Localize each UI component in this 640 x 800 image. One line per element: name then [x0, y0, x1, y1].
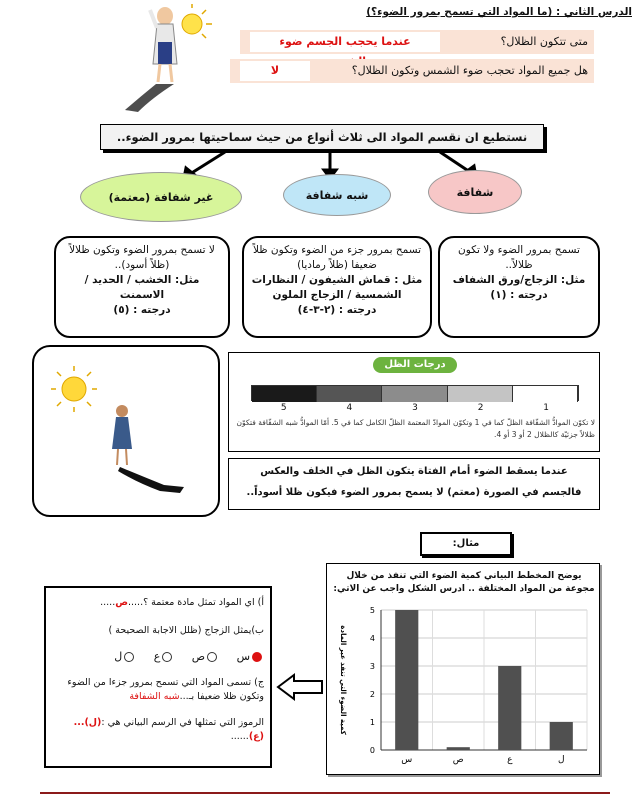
y-tick-label: 3: [369, 662, 375, 671]
y-axis-label: كمية الضوء التي تنفذ عبر المادة: [339, 625, 347, 735]
degree-text: درجته : (٢-٣-٤): [297, 304, 377, 316]
question-d-suffix: ......: [230, 731, 249, 742]
question-b: ب)يمثل الزجاج (ظلل الاجابة الصحيحة ): [108, 625, 264, 636]
sun-girl-frame: [32, 345, 220, 517]
option-radio-lam[interactable]: [124, 652, 134, 662]
chart-title: يوضح المخطط البياني كمية الضوء التي تنفذ من خلال مجوعة من المواد المختلفة .. ادرس الشكل واجب عن الاتي:: [333, 571, 595, 594]
question-b-options: [52, 650, 264, 664]
x-tick-label: ص: [452, 755, 464, 765]
answer-text: لا: [240, 61, 310, 81]
note-line-1: عندما يسقط الضوء أمام الفتاة يتكون الظل في الخلف والعكس: [260, 466, 568, 477]
y-tick-label: 0: [369, 746, 375, 755]
shadow-scale-cell: [252, 386, 317, 402]
shadow-scale-cell: [382, 386, 447, 402]
example-text: مثل: الخشب / الحديد / الاسمنت: [84, 274, 200, 301]
option-radio-ain[interactable]: [162, 652, 172, 662]
question-d-answer: (ل)...(ع): [73, 717, 264, 742]
shadow-scale-cell: [513, 386, 578, 402]
question-c: [52, 676, 264, 704]
page-title: الدرس الثاني : (ما المواد التي تسمح بمرور الضوء؟): [366, 6, 632, 18]
degree-text: درجته : (١): [490, 289, 548, 301]
category-label: غير شفافة (معتمة): [108, 190, 214, 204]
questions-panel: [44, 586, 272, 768]
y-tick-label: 4: [369, 634, 375, 643]
category-transparent: [428, 170, 522, 214]
shadow-scale-number: 4: [346, 403, 353, 413]
classification-banner: نستطيع ان نقسم المواد الى ثلاث أنواع من حيث سماحيتها بمرور الضوء..: [100, 124, 544, 150]
shadow-scale-cell: [317, 386, 382, 402]
degree-text: درجته : (٥): [113, 304, 171, 316]
left-arrow-icon: [276, 672, 326, 702]
question-c-text: ج) تسمى المواد التي تسمح بمرور جزءا من الضوء وتكون ظلا ضعيفا بـ...: [67, 677, 264, 702]
category-translucent: [283, 174, 391, 216]
example-text: مثل : قماش الشيفون / النظارات الشمسية / الزجاج الملون: [251, 274, 423, 301]
qa-row-1: [240, 30, 594, 54]
translucent-description: [242, 236, 432, 338]
option-radio-sad[interactable]: [207, 652, 217, 662]
y-tick-label: 1: [369, 718, 375, 727]
option-label: ع: [153, 650, 161, 663]
category-opaque: [80, 172, 242, 222]
shadow-scale-panel: [228, 352, 600, 452]
x-tick-label: س: [401, 755, 413, 765]
question-d-text: الرموز التي تمثلها في الرسم البياني هي :: [101, 717, 264, 728]
category-label: شفافة: [456, 185, 494, 199]
question-a-suffix: .....: [100, 597, 116, 608]
option-label: ص: [191, 650, 206, 663]
shadow-scale-header: درجات الظل: [373, 357, 457, 373]
bar-0: [395, 610, 418, 750]
x-tick-label: ل: [557, 755, 565, 765]
light-chart: [326, 563, 600, 775]
qa-row-2: [230, 59, 594, 83]
x-tick-label: ع: [507, 755, 513, 765]
question-c-answer: شبه الشفافة: [129, 691, 180, 702]
chart-svg: [327, 600, 599, 774]
description-text: تسمح بمرور جزء من الضوء وتكون ظلاً ضعيفا (ظلاً رماديا): [252, 244, 422, 271]
shadow-scale-number: 2: [477, 403, 484, 413]
y-tick-label: 5: [369, 606, 375, 615]
question-a-answer: ص: [115, 597, 128, 608]
shadow-scale-numbers: [251, 403, 579, 413]
bottom-rule: [40, 792, 610, 794]
shadow-scale-cell: [448, 386, 513, 402]
description-text: تسمح بمرور الضوء ولا تكون ظلالاً..: [458, 244, 580, 271]
bar-2: [498, 666, 521, 750]
shadow-scale-number: 1: [543, 403, 550, 413]
question-text: هل جميع المواد تحجب ضوء الشمس وتكون الظلال؟: [351, 64, 588, 77]
sun-girl-illustration: [34, 347, 218, 515]
shadow-scale-number: 5: [280, 403, 287, 413]
category-label: شبه شفافة: [305, 188, 369, 202]
question-text: متى تتكون الظلال؟: [500, 35, 588, 48]
shadow-scale-number: 3: [412, 403, 418, 413]
note-line-2: فالجسم في الصورة (معتم) لا يسمح بمرور الضوء فيكون ظلا أسوداً..: [246, 487, 582, 498]
option-radio-sin[interactable]: [252, 652, 262, 662]
shadow-scale-bar: [251, 385, 579, 401]
description-text: لا تسمح بمرور الضوء وتكون ظلالاً (ظلاً أسود)..: [69, 244, 215, 271]
example-label: مثال:: [420, 532, 512, 556]
question-a: [52, 596, 264, 610]
question-d: [52, 716, 264, 744]
transparent-description: [438, 236, 600, 338]
option-label: س: [236, 650, 250, 663]
y-tick-label: 2: [369, 690, 375, 699]
example-text: مثل: الزجاج/ورق الشفاف: [452, 274, 586, 286]
notes-box: [228, 458, 600, 510]
bar-1: [447, 747, 470, 750]
answer-text: عندما يحجب الجسم ضوء: [250, 32, 440, 52]
opaque-description: [54, 236, 230, 338]
question-a-text: أ) اي المواد تمثل مادة معتمة ؟.....: [128, 597, 264, 608]
shadow-scale-caption: لا تكوّن الموادُّ الشفّافة الظلّ كما في 1 وتكوّن الموادّ المعتمة الظلّ الكامل كما في 5. أمّا الموادُّ شبه الشفّافة فتكوّن ظلالاً جزئيّة كالظلال 2 أو 3 أو 4.: [236, 418, 595, 439]
bar-3: [550, 722, 573, 750]
option-label: ل: [114, 650, 123, 663]
girl-shadow-illustration: [120, 2, 230, 114]
